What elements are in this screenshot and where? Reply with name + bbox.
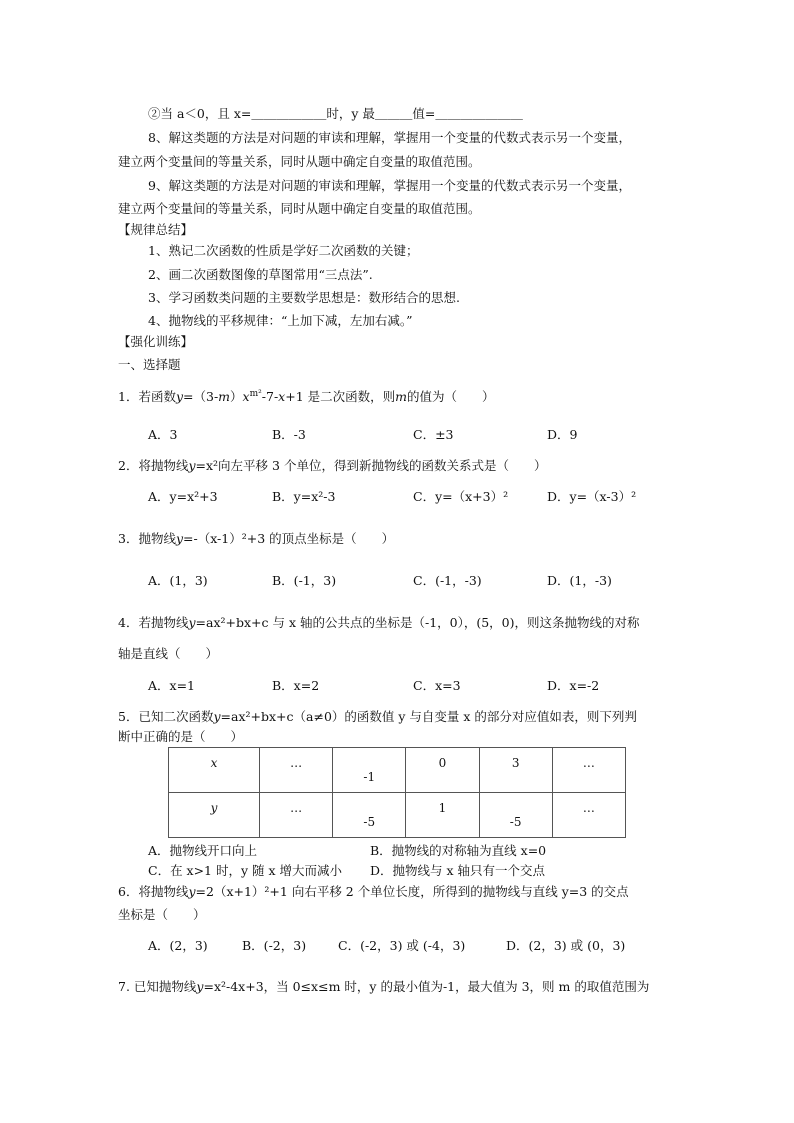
item-9-line-2: 建立两个变量间的等量关系，同时从题中确定自变量的取值范围。 (118, 201, 481, 216)
table-cell: 3 (479, 748, 552, 793)
summary-item-1: 1、熟记二次函数的性质是学好二次函数的关键； (148, 243, 419, 258)
q6-option-c: C．(-2，3) 或 (-4，3) (338, 938, 466, 953)
fill-blank-line: ②当 a＜0，且 x=＿＿＿＿＿＿时，y 最＿＿＿值=＿＿＿＿＿＿＿ (148, 106, 523, 121)
q6-option-b: B．(-2，3) (242, 938, 307, 953)
table-cell: -1 (333, 748, 406, 793)
q4-option-a: A．x=1 (148, 678, 196, 693)
summary-item-4: 4、抛物线的平移规律：“上加下减，左加右减。” (148, 313, 413, 328)
q2-option-c: C．y=（x+3）² (413, 489, 509, 504)
q4-option-b: B．x=2 (272, 678, 320, 693)
q5-option-b: B．抛物线的对称轴为直线 x=0 (370, 843, 547, 858)
q2-option-b: B．y=x²-3 (272, 489, 336, 504)
question-2: 2．将抛物线y=x²向左平移 3 个单位，得到新抛物线的函数关系式是（ ） (118, 458, 547, 473)
q6-option-d: D．(2，3) 或 (0，3) (506, 938, 626, 953)
q5-option-d: D．抛物线与 x 轴只有一个交点 (370, 863, 546, 878)
q3-option-d: D．(1，-3) (547, 573, 612, 588)
question-7: 7. 已知抛物线y=x²-4x+3，当 0≤x≤m 时，y 的最小值为-1，最大值为 3，则 m 的取值范围为 (118, 979, 650, 994)
summary-item-3: 3、学习函数类问题的主要数学思想是：数形结合的思想. (148, 290, 460, 305)
question-4-line-1: 4．若抛物线y=ax²+bx+c 与 x 轴的公共点的坐标是（-1，0），(5，0)，则这条抛物线的对称 (118, 615, 640, 630)
question-1: 1．若函数$y=(3-m)x^{m^2}-7-x+1$ 是二次函数，则m的值为（ ） (118, 389, 495, 405)
q1-option-d: D．9 (547, 427, 578, 442)
question-5-line-2: 断中正确的是（ ） (118, 729, 244, 744)
q2-option-a: A．y=x²+3 (148, 489, 218, 504)
summary-item-2: 2、画二次函数图像的草图常用“三点法”. (148, 267, 373, 282)
table-cell: -5 (333, 793, 406, 838)
summary-heading: 【规律总结】 (118, 222, 194, 237)
q4-option-d: D．x=-2 (547, 678, 600, 693)
q5-option-c: C．在 x>1 时，y 随 x 增大而减小 (148, 863, 343, 878)
question-3: 3．抛物线y=-（x-1）²+3 的顶点坐标是（ ） (118, 531, 395, 546)
value-table (168, 747, 626, 838)
table-cell: -5 (479, 793, 552, 838)
table-cell: … (260, 793, 333, 838)
q3-option-c: C．(-1，-3) (413, 573, 482, 588)
q4-option-c: C．x=3 (413, 678, 461, 693)
table-row (169, 748, 626, 793)
q6-option-a: A．(2，3) (148, 938, 208, 953)
question-6-line-1: 6．将抛物线y=2（x+1）²+1 向右平移 2 个单位长度，所得到的抛物线与直线 y=3 的交点 (118, 884, 629, 899)
q5-option-a: A．抛物线开口向上 (148, 843, 258, 858)
table-cell: … (260, 748, 333, 793)
question-4-line-2: 轴是直线（ ） (118, 646, 219, 661)
item-8-line-1: 8、解这类题的方法是对问题的审读和理解，掌握用一个变量的代数式表示另一个变量， (148, 130, 631, 145)
q3-option-a: A．(1，3) (148, 573, 208, 588)
table-cell: x (169, 748, 260, 793)
item-8-line-2: 建立两个变量间的等量关系，同时从题中确定自变量的取值范围。 (118, 154, 481, 169)
question-6-line-2: 坐标是（ ） (118, 907, 206, 922)
q1-option-c: C．±3 (413, 427, 454, 442)
table-cell: 1 (406, 793, 479, 838)
q1-option-b: B．-3 (272, 427, 306, 442)
table-cell: … (552, 748, 625, 793)
item-9-line-1: 9、解这类题的方法是对问题的审读和理解，掌握用一个变量的代数式表示另一个变量， (148, 178, 631, 193)
q2-option-d: D．y=（x-3）² (547, 489, 637, 504)
section-title: 一、选择题 (118, 357, 181, 372)
q3-option-b: B．(-1，3) (272, 573, 337, 588)
q1-option-a: A．3 (148, 427, 178, 442)
table-row (169, 793, 626, 838)
table-cell: y (169, 793, 260, 838)
question-5-line-1: 5．已知二次函数y=ax²+bx+c（a≠0）的函数值 y 与自变量 x 的部分对应值如表，则下列判 (118, 709, 637, 724)
table-cell: … (552, 793, 625, 838)
table-cell: 0 (406, 748, 479, 793)
training-heading: 【强化训练】 (118, 334, 194, 349)
